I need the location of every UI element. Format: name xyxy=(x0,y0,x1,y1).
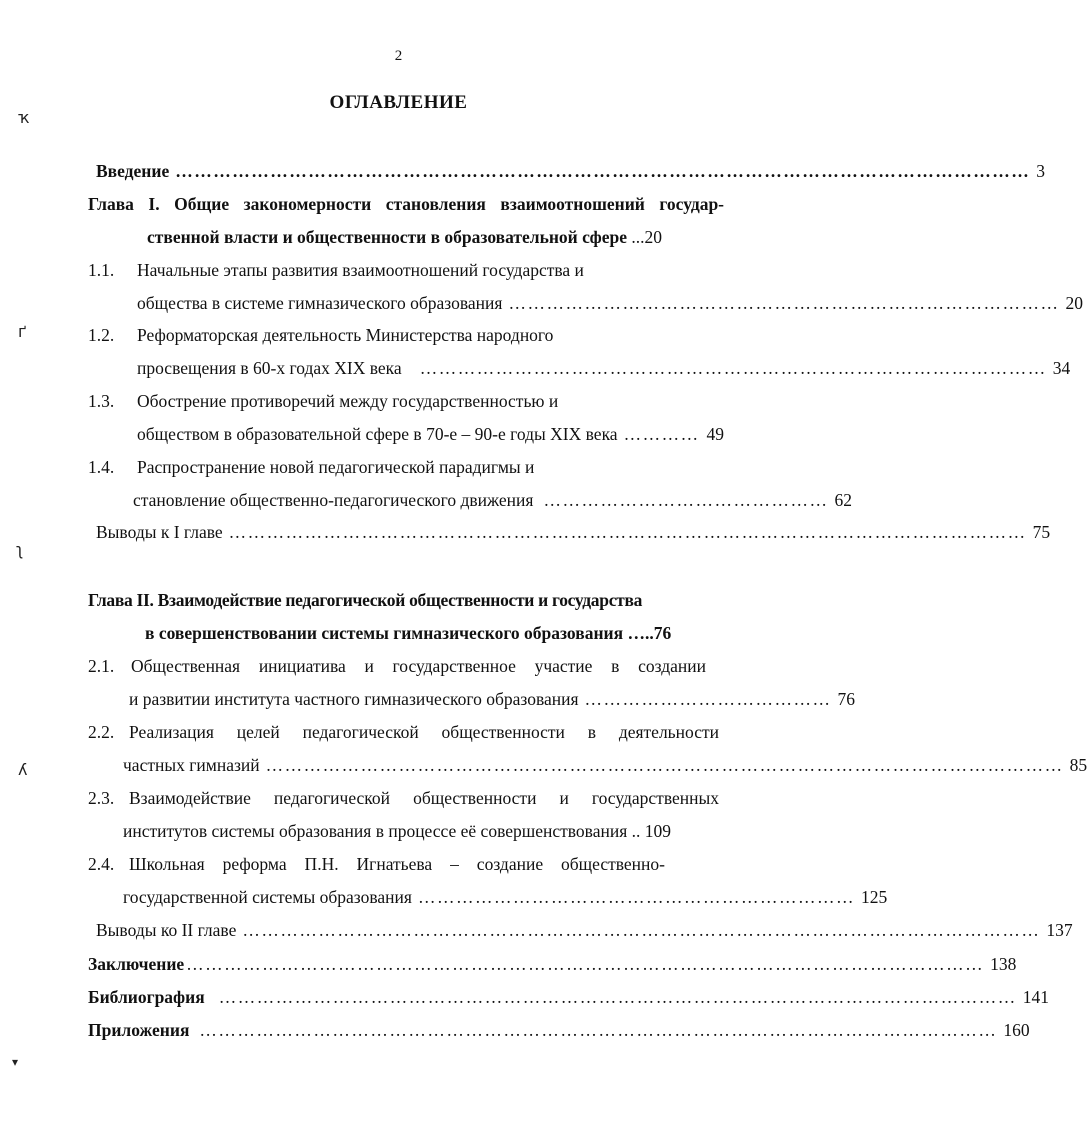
toc-entry-label: Введение xyxy=(96,161,170,181)
page-title: ОГЛАВЛЕНИЕ xyxy=(329,92,468,113)
toc-page-number: ...20 xyxy=(631,227,663,247)
toc-page-number: 3 xyxy=(1036,161,1045,181)
section-title-cont: и развитии института частного гимназического образования xyxy=(129,689,579,709)
toc-entry-2-1 xyxy=(129,688,856,710)
toc-entry-2-2 xyxy=(123,754,1087,776)
leader-dots: ……………………………………………………………………………………………………………… xyxy=(186,954,985,974)
toc-entry-bibliography xyxy=(88,986,1049,1008)
toc-page-number: 49 xyxy=(706,424,724,444)
chapter-1-heading-cont xyxy=(147,226,662,248)
chapter-1-heading-text: ственной власти и общественности в образовательной сфере xyxy=(147,227,628,247)
section-number: 1.4. xyxy=(88,457,115,477)
margin-mark: ʎ xyxy=(18,760,28,779)
toc-page-number: 20 xyxy=(1065,293,1083,313)
toc-entry-chapter-2-conclusions xyxy=(96,919,1073,941)
toc-entry-2-3 xyxy=(123,820,671,842)
toc-entry-1-1 xyxy=(137,292,1083,314)
margin-mark: ʅ xyxy=(16,540,24,559)
section-title-cont: просвещения в 60-х годах XIX века xyxy=(137,358,402,378)
leader-dots: ……………………………………………………………………………………………………………………… xyxy=(175,161,1031,181)
chapter-2-heading-cont xyxy=(145,622,671,644)
section-title: Школьная реформа П.Н. Игнатьева – создание общественно- xyxy=(129,854,665,874)
toc-entry-1-2 xyxy=(137,357,1071,379)
leader-dots: ……………………………………………………………………………………… xyxy=(419,358,1047,378)
section-title: Реализация целей педагогической общественности в деятельности xyxy=(129,722,719,742)
toc-page-number: 109 xyxy=(644,821,672,841)
leader-dots: ……………………………………………………………………………………………………………… xyxy=(228,522,1027,542)
leader-dots: ……………………………………… xyxy=(543,490,829,510)
toc-page-number: 75 xyxy=(1032,522,1051,542)
toc-entry-label: Приложения xyxy=(88,1020,190,1040)
section-title: Начальные этапы развития взаимоотношений государства и xyxy=(137,260,584,280)
leader-dots: …………………………………………………………………………… xyxy=(508,293,1060,313)
section-title: Реформаторская деятельность Министерства народного xyxy=(137,325,554,345)
toc-entry-introduction xyxy=(96,160,1045,182)
toc-entry-1-4 xyxy=(133,489,852,511)
toc-page-number: 62 xyxy=(834,490,852,510)
section-number: 1.2. xyxy=(88,325,115,345)
leader-dots: ………………………………… xyxy=(584,689,832,709)
leader-dots: ………… xyxy=(623,424,700,444)
section-title-cont: становление общественно-педагогического движения xyxy=(133,490,534,510)
leader-dots: ……………………………………………………………………………………………………………… xyxy=(265,755,1064,775)
section-number: 1.1. xyxy=(88,260,115,280)
chapter-2-heading: Глава II. Взаимодействие педагогической общественности и государства xyxy=(88,590,643,610)
section-title-cont: государственной системы образования xyxy=(123,887,412,907)
section-number: 1.3. xyxy=(88,391,115,411)
leader-dots: …………………………………………………………… xyxy=(417,887,855,907)
section-title-cont: общества в системе гимназического образования xyxy=(137,293,503,313)
chapter-1-heading: Глава I. Общие закономерности становления взаимоотношений государ- xyxy=(88,194,724,214)
section-title: Обострение противоречий между государственностью и xyxy=(137,391,559,411)
toc-entry-label: Выводы ко II главе xyxy=(96,920,237,940)
toc-page-number: 85 xyxy=(1069,755,1087,775)
section-title-cont: частных гимназий xyxy=(123,755,260,775)
section-title-cont: институтов системы образования в процессе её совершенствования .. xyxy=(123,821,641,841)
section-number: 2.4. xyxy=(88,854,115,874)
toc-entry-label: Выводы к I главе xyxy=(96,522,223,542)
toc-page-number: 34 xyxy=(1052,358,1071,378)
toc-entry-2-4 xyxy=(123,886,888,908)
leader-dots: ……………………………………………………………………………………………………………… xyxy=(218,987,1017,1007)
toc-entry-label: Библиография xyxy=(88,987,205,1007)
toc-entry-chapter-1-conclusions xyxy=(96,521,1051,543)
section-title: Общественная инициатива и государственное участие в создании xyxy=(131,656,706,676)
margin-mark: ґ xyxy=(18,322,27,341)
leader-dots: ……………………………………………………………………………………………………………… xyxy=(242,920,1041,940)
toc-page-number: 141 xyxy=(1022,987,1049,1007)
section-number: 2.3. xyxy=(88,788,115,808)
chapter-2-heading-text: в совершенствовании системы гимназического образования xyxy=(145,623,624,643)
section-title: Взаимодействие педагогической общественности и государственных xyxy=(129,788,719,808)
toc-page-number: 160 xyxy=(1003,1020,1030,1040)
toc-page-number: …..76 xyxy=(627,623,672,643)
toc-page-number: 76 xyxy=(837,689,856,709)
toc-entry-1-3 xyxy=(137,423,724,445)
page-number: 2 xyxy=(394,48,403,64)
toc-entry-label: Заключение xyxy=(88,954,185,974)
toc-entry-conclusion xyxy=(88,953,1017,975)
margin-mark: ▾ xyxy=(12,1055,19,1069)
margin-mark: ҡ xyxy=(18,108,32,127)
toc-page-number: 137 xyxy=(1046,920,1073,940)
toc-page-number: 125 xyxy=(860,887,888,907)
section-number: 2.1. xyxy=(88,656,115,676)
section-number: 2.2. xyxy=(88,722,115,742)
toc-entry-appendices xyxy=(88,1019,1030,1041)
leader-dots: ……………………………………………………………………………………………………………… xyxy=(199,1020,998,1040)
section-title: Распространение новой педагогической парадигмы и xyxy=(137,457,535,477)
section-title-cont: обществом в образовательной сфере в 70-е – 90-е годы XIX века xyxy=(137,424,618,444)
toc-page-number: 138 xyxy=(990,954,1017,974)
